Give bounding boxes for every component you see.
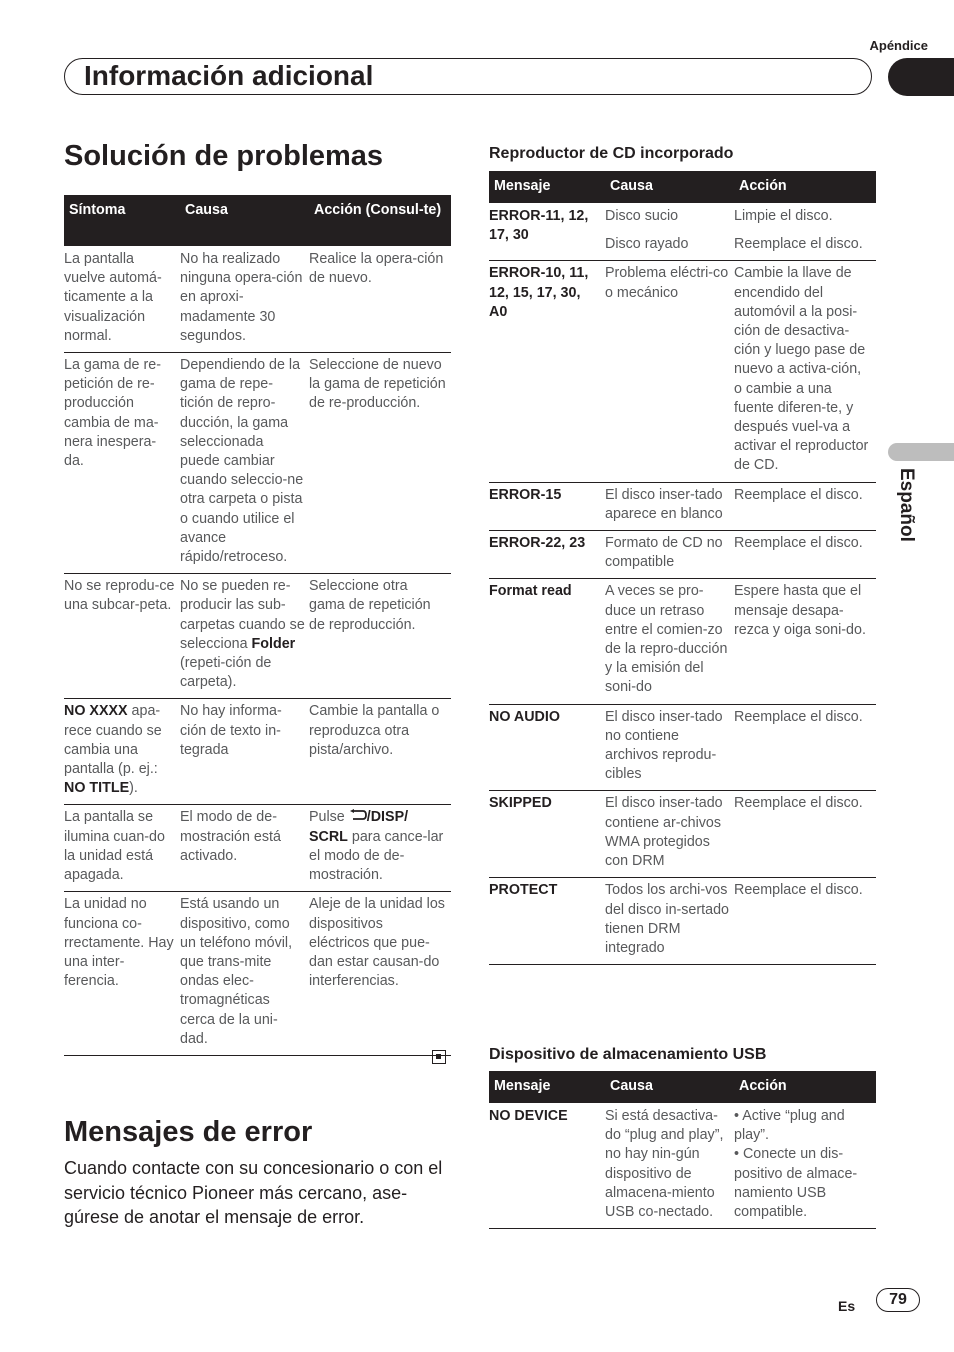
action-text: para cance-lar el modo de de-mostración. [309, 828, 444, 884]
cause-cell: Formato de CD no compatible [605, 531, 734, 579]
appendix-label: Apéndice [869, 38, 928, 53]
cause-cell: No hay informa-ción de texto in-tegrada [180, 699, 309, 805]
action-cell: Reemplace el disco. [734, 878, 876, 965]
table-row [64, 805, 451, 892]
language-tab-label: Español [896, 468, 917, 542]
cause-cell: Todos los archi-vos del disco in-sertado tienen DRM integrado [605, 878, 734, 965]
cause-cell: El disco inser-tado aparece en blanco [605, 482, 734, 530]
action-bullet: • Conecte un dis-positivo de almace-namiento USB compatible. [734, 1146, 858, 1221]
no-xxxx-keyword: NO XXXX [64, 703, 128, 720]
cd-player-table [489, 171, 876, 965]
language-tab-marker [888, 443, 954, 461]
cause-cell: Problema eléctri-co o mecánico [605, 261, 734, 482]
action-cell [734, 1103, 876, 1229]
column-header: Mensaje [489, 171, 605, 203]
table-row [489, 1103, 876, 1229]
message-cell: ERROR-10, 11, 12, 15, 17, 30, A0 [489, 261, 605, 482]
column-header: Causa [605, 171, 734, 203]
usb-table [489, 1071, 876, 1229]
symptom-cell: La gama de re-petición de re-producción cambia de ma-nera inespera-da. [64, 353, 180, 574]
column-header: Mensaje [489, 1071, 605, 1103]
action-cell: Reemplace el disco. [734, 232, 876, 261]
cause-cell: El modo de de-mostración está activado. [180, 805, 309, 892]
troubleshooting-title: Solución de problemas [64, 140, 384, 172]
error-messages-intro: Cuando contacte con su concesionario o con el servicio técnico Pioneer más cercano, ase-gúrese de anotar el mensaje de error. [64, 1158, 443, 1227]
message-cell: PROTECT [489, 878, 605, 965]
cause-text: No se pueden re-producir las sub-carpetas cuando se selecciona [180, 578, 305, 652]
section-title: Información adicional [84, 60, 374, 91]
cause-cell: Dependiendo de la gama de repe-tición de repro-ducción, la gama seleccionada puede cambiar cuando seleccio-ne otra carpeta o pista o cuando utilice el avance rápido/retroceso. [180, 353, 309, 574]
message-cell: Format read [489, 579, 605, 704]
symptom-cell: La pantalla vuelve automá-ticamente a la visualización normal. [64, 246, 180, 353]
table-row [489, 261, 876, 482]
table-row [489, 531, 876, 579]
back-arrow-icon [349, 809, 367, 821]
cause-text: (repeti-ción de carpeta). [180, 655, 272, 691]
table-header-row [489, 1071, 876, 1103]
usb-title: Dispositivo de almacenamiento USB [489, 1046, 767, 1063]
action-cell: Reemplace el disco. [734, 531, 876, 579]
scrl-keyword: SCRL [309, 828, 348, 845]
cause-cell: Está usando un dispositivo, como un teléfono móvil, que trans-mite ondas elec-tromagnéticas cerca de la uni-dad. [180, 892, 309, 1056]
cause-cell: Disco rayado [605, 232, 734, 261]
action-bullet: • Active “plug and play”. [734, 1108, 845, 1144]
action-cell: Realice la opera-ción de nuevo. [309, 246, 451, 353]
action-cell: Seleccione otra gama de repetición de reproducción. [309, 574, 451, 699]
symptom-cell [64, 699, 180, 805]
table-row [64, 699, 451, 805]
action-cell: Reemplace el disco. [734, 791, 876, 878]
cause-cell: Si está desactiva-do “plug and play”, no hay nin-gún dispositivo de almacena-miento USB co-nectado. [605, 1103, 734, 1229]
message-cell: ERROR-15 [489, 482, 605, 530]
table-row [489, 482, 876, 530]
action-cell: Reemplace el disco. [734, 704, 876, 791]
action-cell: Seleccione de nuevo la gama de repetición de re-producción. [309, 353, 451, 574]
message-cell: ERROR-22, 23 [489, 531, 605, 579]
action-cell: Cambie la pantalla o reproduzca otra pista/archivo. [309, 699, 451, 805]
cause-cell: Disco sucio [605, 208, 679, 224]
column-header: Acción [734, 171, 876, 203]
table-row [489, 203, 876, 232]
action-cell: Espere hasta que el mensaje desapa-rezca y oiga soni-do. [734, 579, 876, 704]
folder-keyword: Folder [251, 635, 296, 652]
table-header-row [64, 195, 451, 246]
column-header: Acción [734, 1071, 876, 1103]
symptom-text: apa-rece cuando se cambia una pantalla (p. ej.: [64, 703, 162, 778]
error-messages-title: Mensajes de error [64, 1116, 313, 1148]
table-row [64, 353, 451, 574]
symptom-cell: La unidad no funciona co-rrectamente. Hay una inter-ferencia. [64, 892, 180, 1056]
symptom-text: ). [129, 780, 138, 797]
symptom-cell: No se reprodu-ce una subcar-peta. [64, 574, 180, 699]
cause-cell: No ha realizado ninguna opera-ción en aproxi-madamente 30 segundos. [180, 246, 309, 353]
table-row [489, 704, 876, 791]
action-cell: Cambie la llave de encendido del automóvil a la posi-ción de desactiva-ción y luego pase de nuevo a activa-ción, o cambie a una fuente diferen-te, y después vuel-va a activar el reproductor de CD. [734, 261, 876, 482]
action-cell: Reemplace el disco. [734, 482, 876, 530]
action-cell: Pulse /DISP/ SCRL para cance-lar el modo de de-mostración. [309, 805, 451, 892]
table-row [64, 246, 451, 353]
page-number: 79 [876, 1288, 920, 1312]
message-cell: NO DEVICE [489, 1103, 605, 1229]
language-code: Es [838, 1298, 856, 1314]
disp-keyword: DISP [370, 809, 405, 826]
table-row [489, 579, 876, 704]
cause-cell: A veces se pro-duce un retraso entre el comien-zo de la repro-ducción y la emisión del soni-do [605, 579, 734, 704]
table-row [489, 878, 876, 965]
action-text: Pulse [309, 809, 345, 826]
column-header: Síntoma [64, 195, 180, 246]
chapter-tab [888, 58, 954, 96]
cause-cell [180, 574, 309, 699]
troubleshooting-table [64, 195, 451, 1056]
cause-cell: El disco inser-tado no contiene archivos reprodu-cibles [605, 704, 734, 791]
column-header: Causa [180, 195, 309, 246]
table-row [64, 574, 451, 699]
column-header: Causa [605, 1071, 734, 1103]
action-cell: Limpie el disco. [734, 208, 833, 224]
section-end-icon [432, 1050, 446, 1064]
message-cell: ERROR-11, 12, 17, 30 [489, 203, 605, 261]
message-cell: NO AUDIO [489, 704, 605, 791]
message-cell: SKIPPED [489, 791, 605, 878]
table-row [64, 892, 451, 1056]
action-cell: Aleje de la unidad los dispositivos eléctricos que pue-dan estar causan-do interferencias. [309, 892, 451, 1056]
no-title-keyword: NO TITLE [64, 780, 130, 797]
table-row [489, 791, 876, 878]
column-header: Acción (Consul-te) [309, 195, 451, 246]
table-header-row [489, 171, 876, 203]
symptom-cell: La pantalla se ilumina cuan-do la unidad está apagada. [64, 805, 180, 892]
cd-player-title: Reproductor de CD incorporado [489, 145, 734, 162]
cause-cell: El disco inser-tado contiene ar-chivos WMA protegidos con DRM [605, 791, 734, 878]
